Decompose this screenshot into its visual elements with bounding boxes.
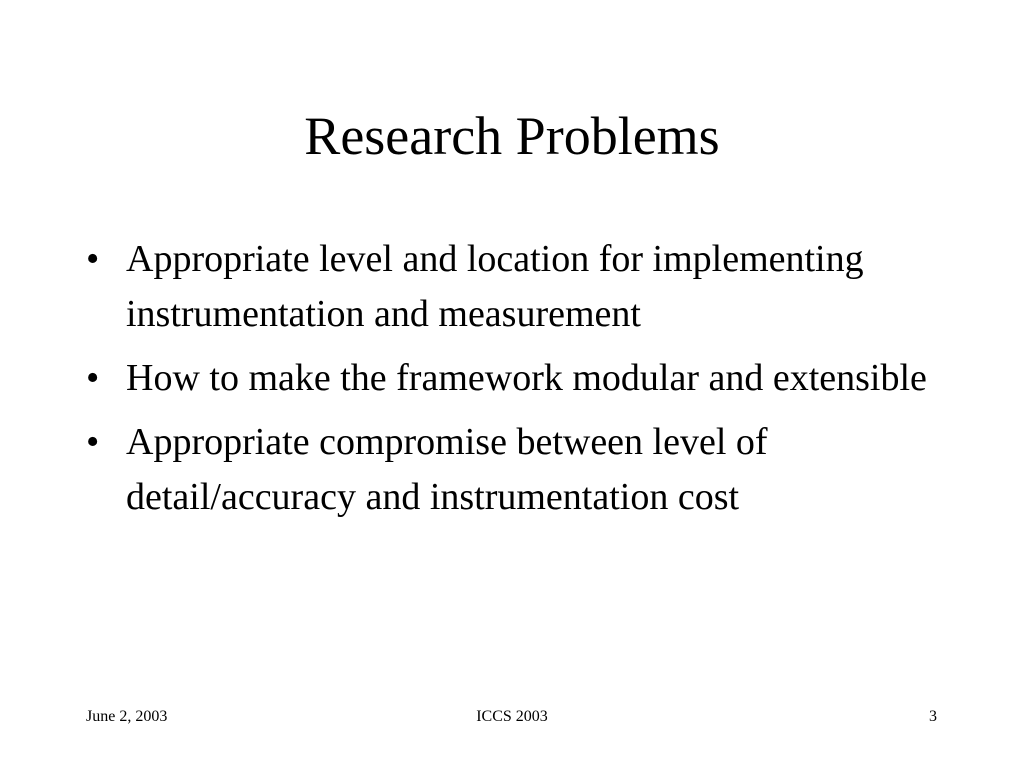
bullet-text: Appropriate level and location for implementing instrumentation and measurement bbox=[126, 238, 864, 335]
bullet-item bbox=[86, 351, 936, 406]
bullet-marker: • bbox=[86, 357, 100, 399]
slide-title: Research Problems bbox=[304, 106, 720, 166]
bullet-text: How to make the framework modular and extensible bbox=[126, 357, 927, 399]
footer-event: ICCS 2003 bbox=[476, 708, 548, 725]
bullet-marker: • bbox=[86, 421, 100, 463]
footer-date: June 2, 2003 bbox=[86, 708, 168, 725]
bullet-text: Appropriate compromise between level of detail/accuracy and instrumentation cost bbox=[126, 421, 768, 518]
bullet-item bbox=[86, 232, 936, 342]
bullet-marker: • bbox=[86, 238, 100, 280]
bullet-item bbox=[86, 415, 936, 525]
footer-page-number: 3 bbox=[929, 708, 937, 725]
bullet-list bbox=[86, 232, 936, 534]
